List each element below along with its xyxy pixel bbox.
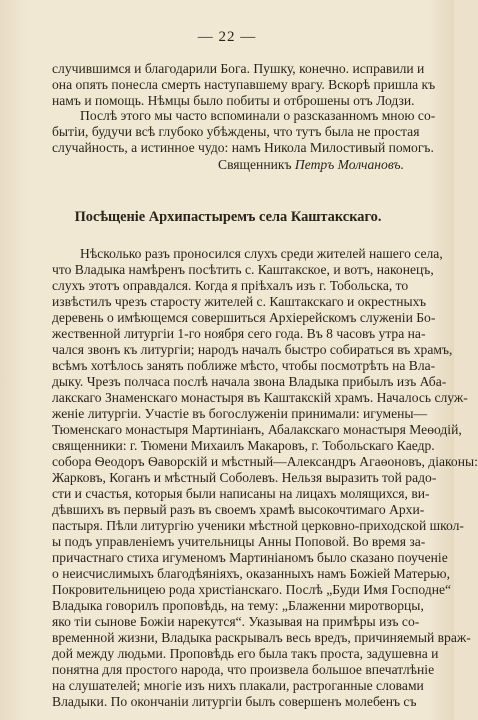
text-line: понятна для простого народа, что произвела большое впечатлѣніе — [52, 662, 435, 677]
text-line: намъ и помощь. Нѣмцы было побиты и отброшены отъ Лодзи. — [52, 93, 415, 108]
article-heading: Посѣщеніе Архипастыремъ села Каштакскаго. — [74, 209, 382, 225]
text-line: Послѣ этого мы часто вспоминали о разсказанномъ мною со- — [80, 108, 436, 123]
text-line: пастыря. Пѣли литургію ученики мѣстной церковно-приходской школ- — [52, 518, 464, 533]
text-line: сти и счастья, которыя были написаны на лицахъ молящихся, ви- — [52, 486, 430, 501]
top-paragraph — [52, 61, 436, 109]
text-line: Тюменскаго монастыря Мартиніанъ, Абалакскаго монастыря Меѳодій, — [52, 422, 462, 437]
text-line: женіе литургіи. Участіе въ богослуженіи принимали: игумены— — [52, 406, 428, 421]
text-line: священники: г. Тюмени Михаилъ Макаровъ, г. Тобольскаго Каедр. — [52, 438, 435, 453]
second-paragraph — [52, 108, 436, 156]
text-line: случившимся и благодарили Бога. Пушку, конечно. исправили и — [52, 61, 425, 76]
text-line: бытіи, будучи всѣ глубоко убѣждены, что тутъ была не простая — [52, 124, 420, 139]
text-line: Владыки. По окончаніи литургіи былъ совершенъ молебенъ съ — [52, 694, 417, 709]
text-line: всѣмъ хотѣлось занять поближе мѣсто, чтобы посмотрѣть на Вла- — [52, 358, 436, 373]
signature — [52, 157, 404, 173]
text-line: чался звонъ къ литургіи; народъ началъ быстро собираться въ храмъ, — [52, 342, 453, 357]
text-line: Владыка говорилъ проповѣдь, на тему: „Блаженни миротворцы, — [52, 598, 424, 613]
text-line: ы подъ управленіемъ учительницы Анны Поповой. Во время за- — [52, 534, 426, 549]
signature-prefix: Священникъ — [218, 157, 295, 172]
text-line: о неисчислимыхъ благодѣяніяхъ, оказанныхъ намъ Божіей Матерью, — [52, 566, 450, 581]
text-line: жественной литургіи 1-го ноября сего года. Въ 8 часовъ утра на- — [52, 326, 426, 341]
text-line: она опять понесла смерть наступавшему врагу. Вскорѣ пришла къ — [52, 77, 436, 92]
signature-name: Петръ Молчановъ. — [294, 157, 404, 172]
text-line: на слушателей; многіе изъ нихъ плакали, растроганные словами — [52, 678, 424, 693]
text-line: дѣвшихъ въ первый разъ въ своемъ храмѣ высокочтимаго Архи- — [52, 502, 425, 517]
text-line: временной жизни, Владыка раскрывалъ весь вредъ, причиняемый враж- — [52, 630, 471, 645]
text-line: извѣстилъ чрезъ старосту жителей с. Каштакскаго и окрестныхъ — [52, 294, 426, 309]
text-line: деревень о имѣющемся совершиться Архіерейскомъ служеніи Бо- — [52, 310, 436, 325]
signature-line — [52, 157, 404, 173]
text-line: дыку. Чрезъ полчаса послѣ начала звона Владыка прибылъ изъ Аба- — [52, 374, 447, 389]
text-line: лакскаго Знаменскаго монастыря въ Каштакскій храмъ. Началось служ- — [52, 390, 468, 405]
text-line: яко тіи сынове Божіи нарекутся“. Указывая на примѣры изъ со- — [52, 614, 420, 629]
page-number: — 22 — — [197, 29, 257, 45]
text-line: Жарковъ, Коганъ и мѣстный Соболевъ. Нельзя выразить той радо- — [52, 470, 437, 485]
text-line: причастнаго стиха игуменомъ Мартиніаномъ было сказано поученіе — [52, 550, 448, 565]
text-line: собора Ѳеодоръ Ѳаворскій и мѣстный—Александръ Агаѳоновъ, діаконы: — [52, 454, 478, 469]
text-line: случайность, а истинное чудо: намъ Никола Милостивый помогъ. — [52, 140, 434, 155]
text-line: Нѣсколько разъ проносился слухъ среди жителей нашего села, — [80, 246, 443, 261]
text-line: что Владыка намѣренъ посѣтить с. Каштакское, и вотъ, наконецъ, — [52, 262, 434, 277]
text-line: дой между людьми. Проповѣдь его была такъ проста, задушевна и — [52, 646, 439, 661]
article-body — [52, 246, 478, 710]
text-line: Покровительницею рода христіанскаго. Послѣ „Буди Имя Господне“ — [52, 582, 452, 597]
text-line: слухъ этотъ оправдался. Когда я пріѣхалъ изъ г. Тобольска, то — [52, 278, 409, 293]
